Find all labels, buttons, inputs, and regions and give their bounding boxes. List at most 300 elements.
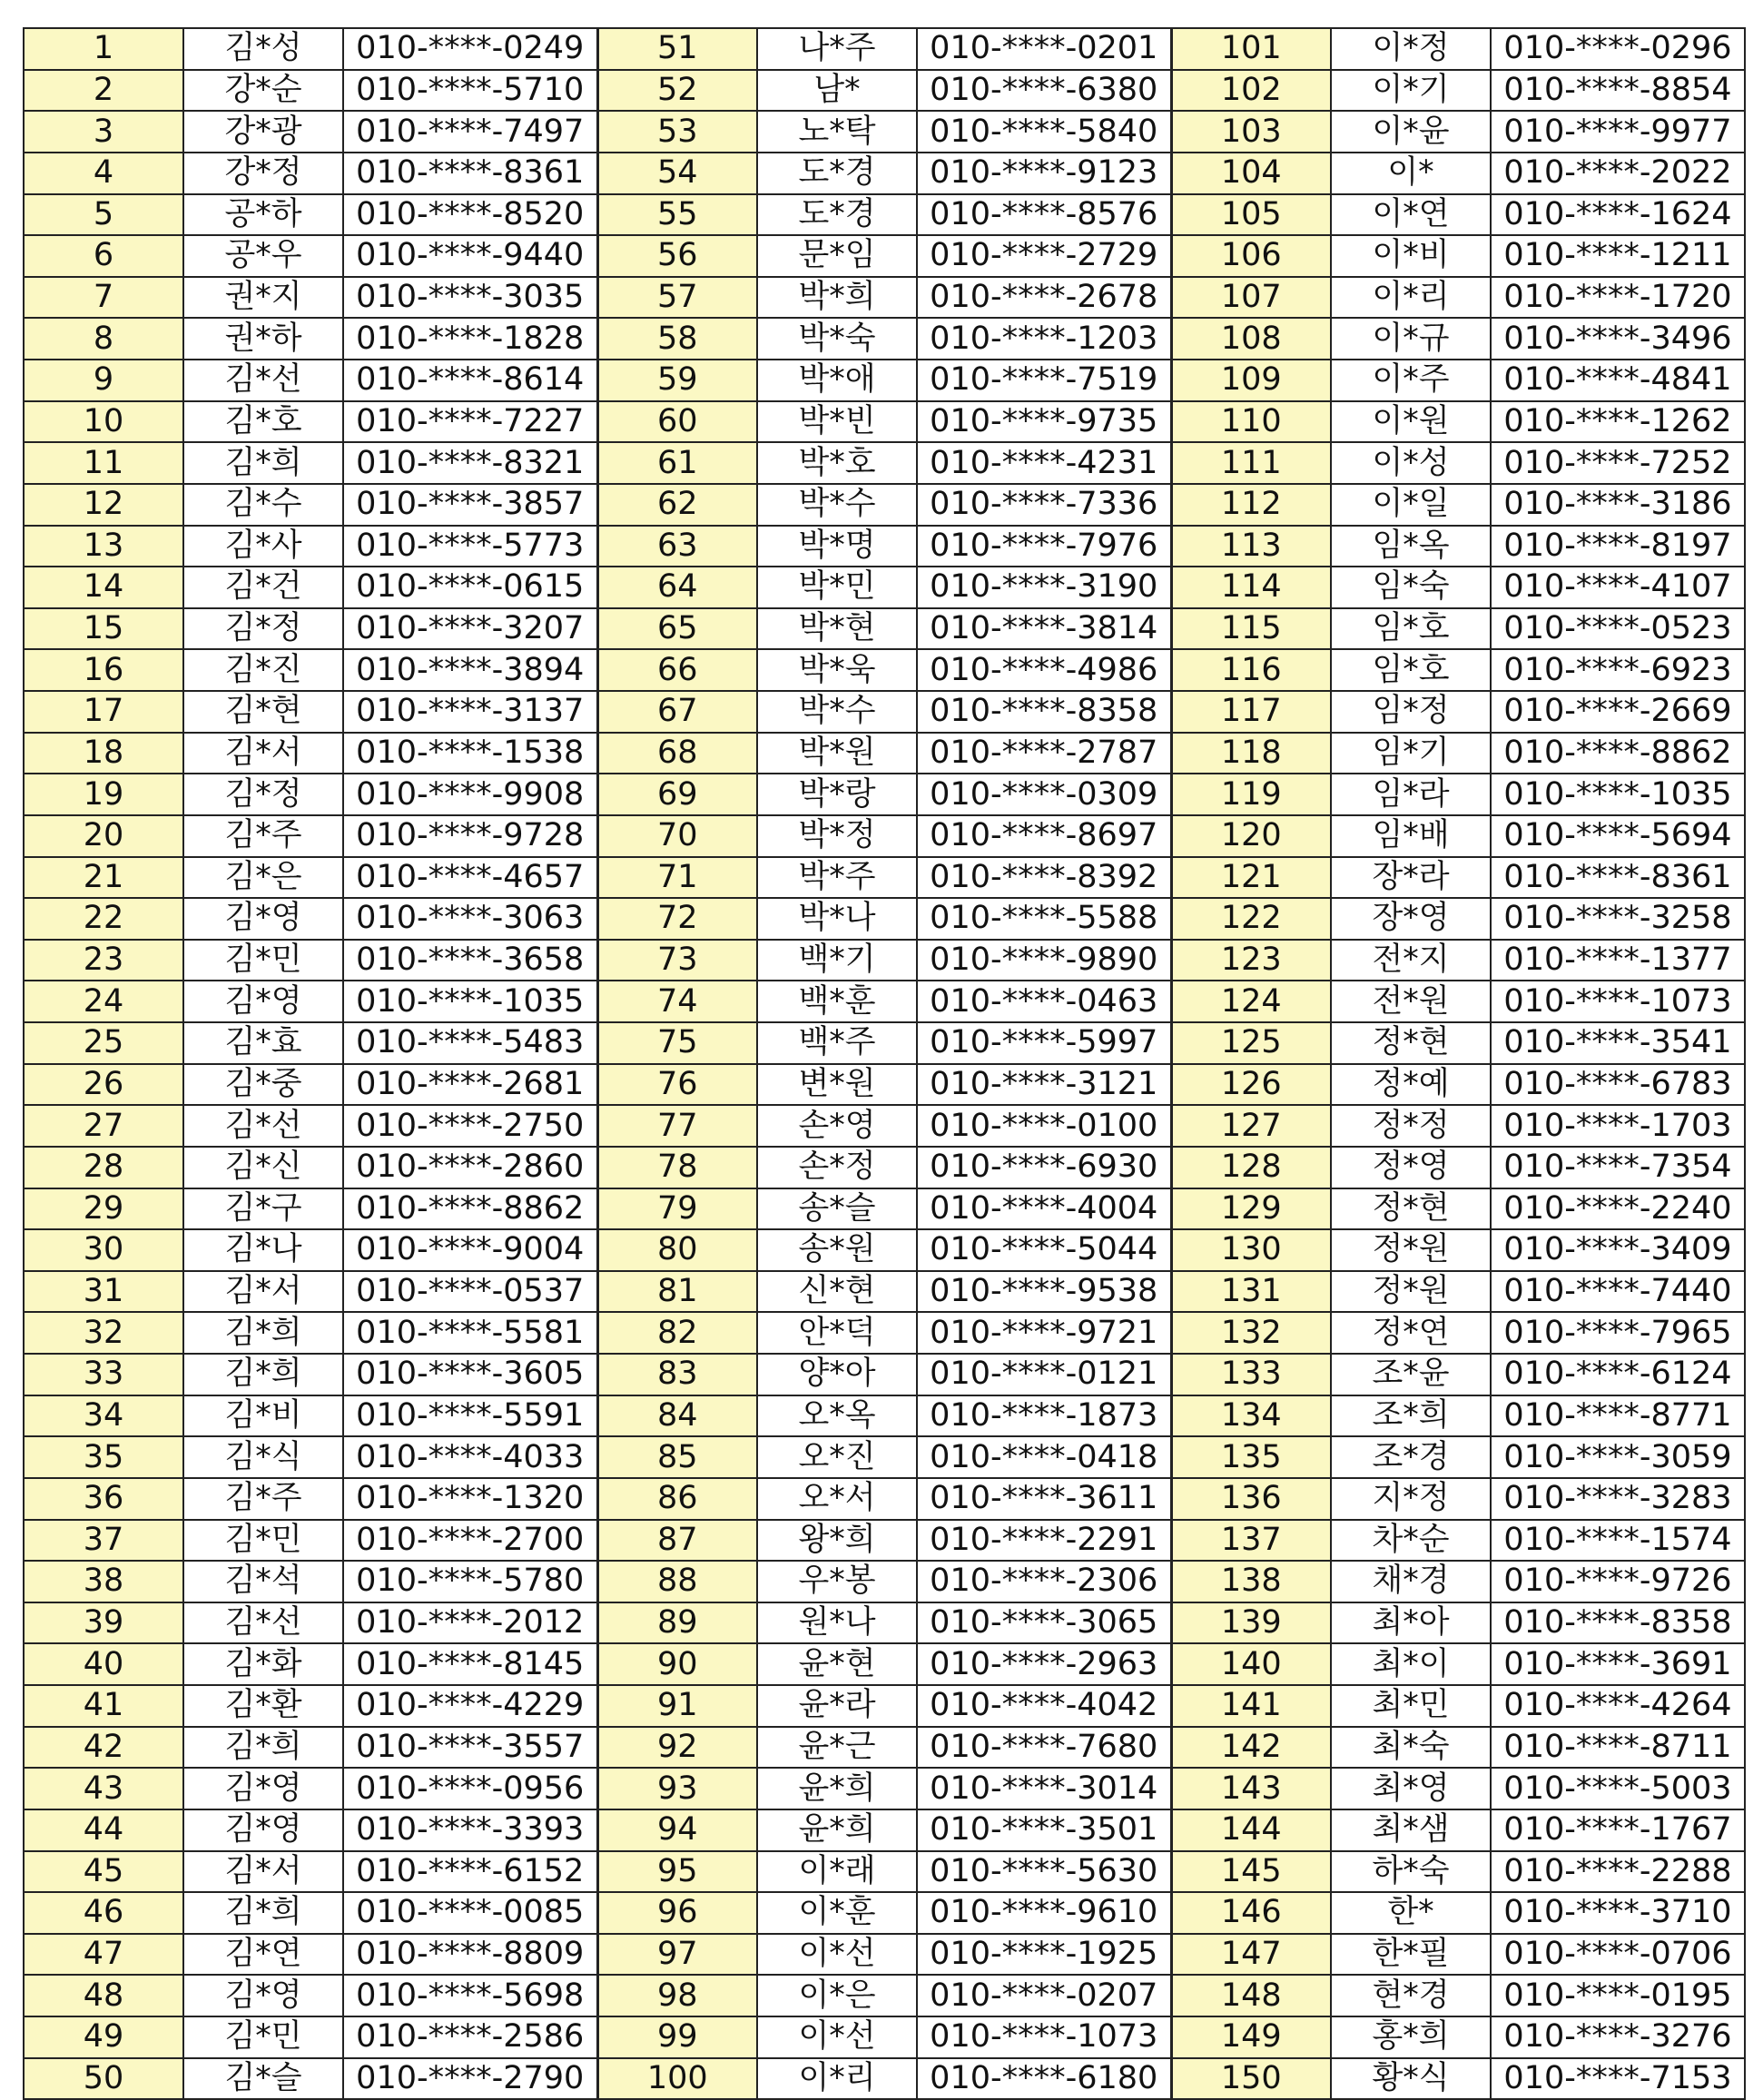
masked-name: 변*원 (757, 1064, 917, 1106)
entry-number: 126 (1171, 1064, 1331, 1106)
table-row (24, 649, 1745, 691)
masked-name: 이*리 (757, 2058, 917, 2100)
masked-phone: 010-****-3557 (343, 1727, 597, 1769)
masked-phone: 010-****-4042 (917, 1685, 1171, 1727)
entry-number: 30 (24, 1229, 183, 1271)
entry-number: 49 (24, 2016, 183, 2058)
entry-number: 70 (597, 815, 757, 857)
masked-name: 박*수 (757, 484, 917, 526)
masked-name: 이*래 (757, 1851, 917, 1893)
masked-name: 이*은 (757, 1975, 917, 2016)
masked-phone: 010-****-4657 (343, 857, 597, 899)
masked-name: 김*민 (183, 940, 343, 981)
masked-name: 박*현 (757, 608, 917, 650)
entry-number: 118 (1171, 733, 1331, 774)
masked-name: 도*경 (757, 194, 917, 236)
masked-phone: 010-****-0956 (343, 1768, 597, 1809)
table-row (24, 733, 1745, 774)
masked-phone: 010-****-5591 (343, 1395, 597, 1437)
masked-phone: 010-****-8361 (1491, 857, 1745, 899)
masked-phone: 010-****-7519 (917, 360, 1171, 401)
entry-number: 9 (24, 360, 183, 401)
masked-name: 전*지 (1331, 940, 1491, 981)
masked-phone: 010-****-1203 (917, 318, 1171, 360)
masked-phone: 010-****-3393 (343, 1809, 597, 1851)
table-row (24, 1975, 1745, 2016)
entry-number: 5 (24, 194, 183, 236)
masked-phone: 010-****-3605 (343, 1354, 597, 1395)
masked-name: 임*옥 (1331, 526, 1491, 567)
masked-name: 박*주 (757, 857, 917, 899)
entry-number: 134 (1171, 1395, 1331, 1437)
entry-number: 78 (597, 1147, 757, 1188)
masked-phone: 010-****-8358 (917, 691, 1171, 733)
masked-name: 현*경 (1331, 1975, 1491, 2016)
table-row (24, 981, 1745, 1022)
entry-number: 128 (1171, 1147, 1331, 1188)
table-row (24, 1105, 1745, 1147)
table-row (24, 1395, 1745, 1437)
masked-name: 송*슬 (757, 1188, 917, 1230)
entry-number: 123 (1171, 940, 1331, 981)
entry-number: 73 (597, 940, 757, 981)
entry-number: 66 (597, 649, 757, 691)
entry-number: 113 (1171, 526, 1331, 567)
entry-number: 59 (597, 360, 757, 401)
masked-phone: 010-****-4229 (343, 1685, 597, 1727)
table-row (24, 1188, 1745, 1230)
entry-number: 36 (24, 1478, 183, 1520)
masked-phone: 010-****-6930 (917, 1147, 1171, 1188)
masked-name: 박*나 (757, 898, 917, 940)
masked-name: 김*선 (183, 1105, 343, 1147)
masked-name: 김*비 (183, 1395, 343, 1437)
masked-phone: 010-****-0296 (1491, 28, 1745, 70)
masked-phone: 010-****-8321 (343, 442, 597, 484)
entry-number: 94 (597, 1809, 757, 1851)
masked-phone: 010-****-3691 (1491, 1643, 1745, 1685)
masked-phone: 010-****-3276 (1491, 2016, 1745, 2058)
masked-name: 이*비 (1331, 235, 1491, 277)
masked-phone: 010-****-7336 (917, 484, 1171, 526)
masked-name: 김*희 (183, 1312, 343, 1354)
masked-phone: 010-****-7440 (1491, 1271, 1745, 1313)
entry-number: 35 (24, 1436, 183, 1478)
masked-phone: 010-****-7227 (343, 401, 597, 443)
entry-number: 41 (24, 1685, 183, 1727)
masked-name: 정*원 (1331, 1229, 1491, 1271)
entry-number: 25 (24, 1022, 183, 1064)
masked-name: 최*아 (1331, 1602, 1491, 1644)
masked-name: 김*은 (183, 857, 343, 899)
table-row (24, 484, 1745, 526)
entry-number: 112 (1171, 484, 1331, 526)
masked-phone: 010-****-7680 (917, 1727, 1171, 1769)
entry-number: 138 (1171, 1561, 1331, 1602)
table-row (24, 70, 1745, 112)
masked-name: 임*배 (1331, 815, 1491, 857)
masked-phone: 010-****-4841 (1491, 360, 1745, 401)
masked-phone: 010-****-1703 (1491, 1105, 1745, 1147)
masked-name: 이* (1331, 153, 1491, 194)
entry-number: 104 (1171, 153, 1331, 194)
masked-name: 박*랑 (757, 774, 917, 815)
masked-name: 김*주 (183, 1478, 343, 1520)
masked-phone: 010-****-1720 (1491, 277, 1745, 319)
table-row (24, 28, 1745, 70)
table-row (24, 1892, 1745, 1934)
masked-name: 윤*근 (757, 1727, 917, 1769)
masked-name: 임*정 (1331, 691, 1491, 733)
entry-number: 18 (24, 733, 183, 774)
masked-phone: 010-****-1925 (917, 1934, 1171, 1976)
table-row (24, 442, 1745, 484)
masked-phone: 010-****-9123 (917, 153, 1171, 194)
masked-phone: 010-****-7153 (1491, 2058, 1745, 2100)
masked-name: 윤*라 (757, 1685, 917, 1727)
masked-phone: 010-****-9890 (917, 940, 1171, 981)
entry-number: 39 (24, 1602, 183, 1644)
masked-name: 양*아 (757, 1354, 917, 1395)
masked-phone: 010-****-3121 (917, 1064, 1171, 1106)
entry-number: 44 (24, 1809, 183, 1851)
masked-name: 김*석 (183, 1561, 343, 1602)
masked-name: 박*명 (757, 526, 917, 567)
entry-number: 136 (1171, 1478, 1331, 1520)
table-row (24, 1271, 1745, 1313)
entry-number: 108 (1171, 318, 1331, 360)
masked-name: 이*정 (1331, 28, 1491, 70)
masked-name: 백*훈 (757, 981, 917, 1022)
masked-phone: 010-****-0537 (343, 1271, 597, 1313)
masked-name: 백*기 (757, 940, 917, 981)
masked-name: 김*선 (183, 1602, 343, 1644)
masked-name: 노*탁 (757, 111, 917, 153)
entry-number: 6 (24, 235, 183, 277)
masked-name: 박*희 (757, 277, 917, 319)
entry-number: 63 (597, 526, 757, 567)
masked-phone: 010-****-0309 (917, 774, 1171, 815)
masked-phone: 010-****-0418 (917, 1436, 1171, 1478)
masked-phone: 010-****-3501 (917, 1809, 1171, 1851)
table-row (24, 567, 1745, 608)
masked-phone: 010-****-3658 (343, 940, 597, 981)
entry-number: 26 (24, 1064, 183, 1106)
masked-phone: 010-****-3894 (343, 649, 597, 691)
masked-name: 정*현 (1331, 1188, 1491, 1230)
entry-number: 11 (24, 442, 183, 484)
entry-number: 68 (597, 733, 757, 774)
masked-phone: 010-****-5698 (343, 1975, 597, 2016)
masked-name: 홍*희 (1331, 2016, 1491, 2058)
entry-number: 119 (1171, 774, 1331, 815)
entry-number: 129 (1171, 1188, 1331, 1230)
masked-phone: 010-****-5630 (917, 1851, 1171, 1893)
table-row (24, 2016, 1745, 2058)
masked-phone: 010-****-2291 (917, 1520, 1171, 1562)
entry-number: 21 (24, 857, 183, 899)
table-row (24, 1685, 1745, 1727)
masked-phone: 010-****-8358 (1491, 1602, 1745, 1644)
masked-name: 정*연 (1331, 1312, 1491, 1354)
entry-number: 24 (24, 981, 183, 1022)
table-row (24, 235, 1745, 277)
entry-number: 43 (24, 1768, 183, 1809)
masked-phone: 010-****-5997 (917, 1022, 1171, 1064)
masked-phone: 010-****-7965 (1491, 1312, 1745, 1354)
entry-number: 3 (24, 111, 183, 153)
entry-number: 125 (1171, 1022, 1331, 1064)
entry-number: 103 (1171, 111, 1331, 153)
masked-name: 박*원 (757, 733, 917, 774)
masked-phone: 010-****-2681 (343, 1064, 597, 1106)
masked-name: 김*선 (183, 360, 343, 401)
masked-name: 박*정 (757, 815, 917, 857)
entry-number: 135 (1171, 1436, 1331, 1478)
entry-number: 69 (597, 774, 757, 815)
masked-name: 박*민 (757, 567, 917, 608)
masked-phone: 010-****-7976 (917, 526, 1171, 567)
table-row (24, 608, 1745, 650)
entry-number: 7 (24, 277, 183, 319)
masked-phone: 010-****-3611 (917, 1478, 1171, 1520)
masked-name: 강*광 (183, 111, 343, 153)
entry-number: 107 (1171, 277, 1331, 319)
masked-phone: 010-****-9610 (917, 1892, 1171, 1934)
masked-phone: 010-****-4231 (917, 442, 1171, 484)
masked-phone: 010-****-3207 (343, 608, 597, 650)
table-body (24, 28, 1745, 2099)
entry-number: 91 (597, 1685, 757, 1727)
entry-number: 139 (1171, 1602, 1331, 1644)
masked-phone: 010-****-4986 (917, 649, 1171, 691)
entry-number: 62 (597, 484, 757, 526)
entry-number: 38 (24, 1561, 183, 1602)
entry-number: 80 (597, 1229, 757, 1271)
masked-name: 장*영 (1331, 898, 1491, 940)
masked-name: 한* (1331, 1892, 1491, 1934)
masked-phone: 010-****-4033 (343, 1436, 597, 1478)
masked-name: 김*환 (183, 1685, 343, 1727)
masked-name: 윤*현 (757, 1643, 917, 1685)
masked-phone: 010-****-8862 (343, 1188, 597, 1230)
masked-name: 손*영 (757, 1105, 917, 1147)
masked-name: 김*나 (183, 1229, 343, 1271)
masked-name: 김*수 (183, 484, 343, 526)
masked-phone: 010-****-1320 (343, 1478, 597, 1520)
masked-name: 김*민 (183, 1520, 343, 1562)
entry-number: 13 (24, 526, 183, 567)
masked-phone: 010-****-2790 (343, 2058, 597, 2100)
masked-name: 박*욱 (757, 649, 917, 691)
entry-number: 55 (597, 194, 757, 236)
table-row (24, 898, 1745, 940)
masked-name: 김*연 (183, 1934, 343, 1976)
table-row (24, 1934, 1745, 1976)
masked-phone: 010-****-1035 (1491, 774, 1745, 815)
masked-name: 이*연 (1331, 194, 1491, 236)
masked-name: 김*건 (183, 567, 343, 608)
masked-name: 오*진 (757, 1436, 917, 1478)
masked-phone: 010-****-2787 (917, 733, 1171, 774)
masked-name: 이*훈 (757, 1892, 917, 1934)
masked-name: 이*규 (1331, 318, 1491, 360)
masked-phone: 010-****-8697 (917, 815, 1171, 857)
entry-number: 148 (1171, 1975, 1331, 2016)
entry-number: 93 (597, 1768, 757, 1809)
masked-phone: 010-****-3063 (343, 898, 597, 940)
masked-name: 오*서 (757, 1478, 917, 1520)
masked-phone: 010-****-3065 (917, 1602, 1171, 1644)
masked-phone: 010-****-1873 (917, 1395, 1171, 1437)
masked-name: 손*정 (757, 1147, 917, 1188)
entry-number: 84 (597, 1395, 757, 1437)
masked-name: 송*원 (757, 1229, 917, 1271)
masked-phone: 010-****-5581 (343, 1312, 597, 1354)
entry-number: 4 (24, 153, 183, 194)
masked-name: 최*숙 (1331, 1727, 1491, 1769)
masked-name: 최*이 (1331, 1643, 1491, 1685)
table-row (24, 526, 1745, 567)
entry-number: 52 (597, 70, 757, 112)
masked-name: 최*민 (1331, 1685, 1491, 1727)
masked-phone: 010-****-6152 (343, 1851, 597, 1893)
masked-phone: 010-****-2012 (343, 1602, 597, 1644)
masked-name: 정*현 (1331, 1022, 1491, 1064)
masked-phone: 010-****-9908 (343, 774, 597, 815)
table-row (24, 1727, 1745, 1769)
table-row (24, 277, 1745, 319)
entry-number: 111 (1171, 442, 1331, 484)
masked-name: 김*사 (183, 526, 343, 567)
masked-name: 백*주 (757, 1022, 917, 1064)
entry-number: 65 (597, 608, 757, 650)
masked-name: 박*호 (757, 442, 917, 484)
masked-phone: 010-****-3014 (917, 1768, 1171, 1809)
entry-number: 57 (597, 277, 757, 319)
masked-name: 김*주 (183, 815, 343, 857)
masked-phone: 010-****-2963 (917, 1643, 1171, 1685)
masked-name: 윤*희 (757, 1768, 917, 1809)
table-row (24, 318, 1745, 360)
entry-number: 97 (597, 1934, 757, 1976)
masked-phone: 010-****-0463 (917, 981, 1171, 1022)
masked-phone: 010-****-0615 (343, 567, 597, 608)
masked-name: 이*선 (757, 1934, 917, 1976)
masked-name: 원*나 (757, 1602, 917, 1644)
entry-number: 64 (597, 567, 757, 608)
masked-name: 이*기 (1331, 70, 1491, 112)
entry-number: 137 (1171, 1520, 1331, 1562)
masked-name: 김*희 (183, 1892, 343, 1934)
masked-name: 문*임 (757, 235, 917, 277)
masked-name: 김*희 (183, 442, 343, 484)
entry-number: 143 (1171, 1768, 1331, 1809)
masked-phone: 010-****-0523 (1491, 608, 1745, 650)
entry-number: 124 (1171, 981, 1331, 1022)
entry-number: 147 (1171, 1934, 1331, 1976)
table-row (24, 1354, 1745, 1395)
table-row (24, 194, 1745, 236)
masked-name: 김*영 (183, 981, 343, 1022)
entry-number: 115 (1171, 608, 1331, 650)
masked-phone: 010-****-7252 (1491, 442, 1745, 484)
entry-number: 130 (1171, 1229, 1331, 1271)
masked-phone: 010-****-3186 (1491, 484, 1745, 526)
masked-name: 이*원 (1331, 401, 1491, 443)
entry-number: 27 (24, 1105, 183, 1147)
masked-name: 임*호 (1331, 649, 1491, 691)
masked-phone: 010-****-2678 (917, 277, 1171, 319)
masked-phone: 010-****-0121 (917, 1354, 1171, 1395)
entry-number: 122 (1171, 898, 1331, 940)
entry-number: 106 (1171, 235, 1331, 277)
entry-number: 76 (597, 1064, 757, 1106)
masked-phone: 010-****-6783 (1491, 1064, 1745, 1106)
entry-number: 51 (597, 28, 757, 70)
masked-phone: 010-****-1262 (1491, 401, 1745, 443)
masked-name: 장*라 (1331, 857, 1491, 899)
masked-phone: 010-****-0207 (917, 1975, 1171, 2016)
table-row (24, 940, 1745, 981)
masked-name: 차*순 (1331, 1520, 1491, 1562)
entry-number: 74 (597, 981, 757, 1022)
masked-name: 박*숙 (757, 318, 917, 360)
entry-number: 67 (597, 691, 757, 733)
table-row (24, 1561, 1745, 1602)
masked-phone: 010-****-9721 (917, 1312, 1171, 1354)
masked-name: 하*숙 (1331, 1851, 1491, 1893)
masked-phone: 010-****-8614 (343, 360, 597, 401)
entry-number: 98 (597, 1975, 757, 2016)
masked-phone: 010-****-2288 (1491, 1851, 1745, 1893)
entry-number: 140 (1171, 1643, 1331, 1685)
masked-name: 나*주 (757, 28, 917, 70)
entry-number: 79 (597, 1188, 757, 1230)
masked-phone: 010-****-4107 (1491, 567, 1745, 608)
table-row (24, 1436, 1745, 1478)
table-row (24, 360, 1745, 401)
masked-name: 김*현 (183, 691, 343, 733)
entry-number: 81 (597, 1271, 757, 1313)
masked-phone: 010-****-3496 (1491, 318, 1745, 360)
entry-number: 120 (1171, 815, 1331, 857)
masked-phone: 010-****-6923 (1491, 649, 1745, 691)
masked-phone: 010-****-3035 (343, 277, 597, 319)
entry-number: 37 (24, 1520, 183, 1562)
entry-number: 28 (24, 1147, 183, 1188)
masked-name: 김*화 (183, 1643, 343, 1685)
entry-number: 32 (24, 1312, 183, 1354)
entry-number: 82 (597, 1312, 757, 1354)
masked-name: 김*구 (183, 1188, 343, 1230)
masked-phone: 010-****-0085 (343, 1892, 597, 1934)
masked-phone: 010-****-3059 (1491, 1436, 1745, 1478)
entry-number: 121 (1171, 857, 1331, 899)
masked-phone: 010-****-9004 (343, 1229, 597, 1271)
table-row (24, 1022, 1745, 1064)
masked-name: 조*경 (1331, 1436, 1491, 1478)
entry-number: 12 (24, 484, 183, 526)
entry-number: 22 (24, 898, 183, 940)
table-row (24, 153, 1745, 194)
table-row (24, 401, 1745, 443)
masked-name: 김*슬 (183, 2058, 343, 2100)
masked-phone: 010-****-8392 (917, 857, 1171, 899)
entry-number: 92 (597, 1727, 757, 1769)
masked-name: 신*현 (757, 1271, 917, 1313)
masked-name: 정*정 (1331, 1105, 1491, 1147)
